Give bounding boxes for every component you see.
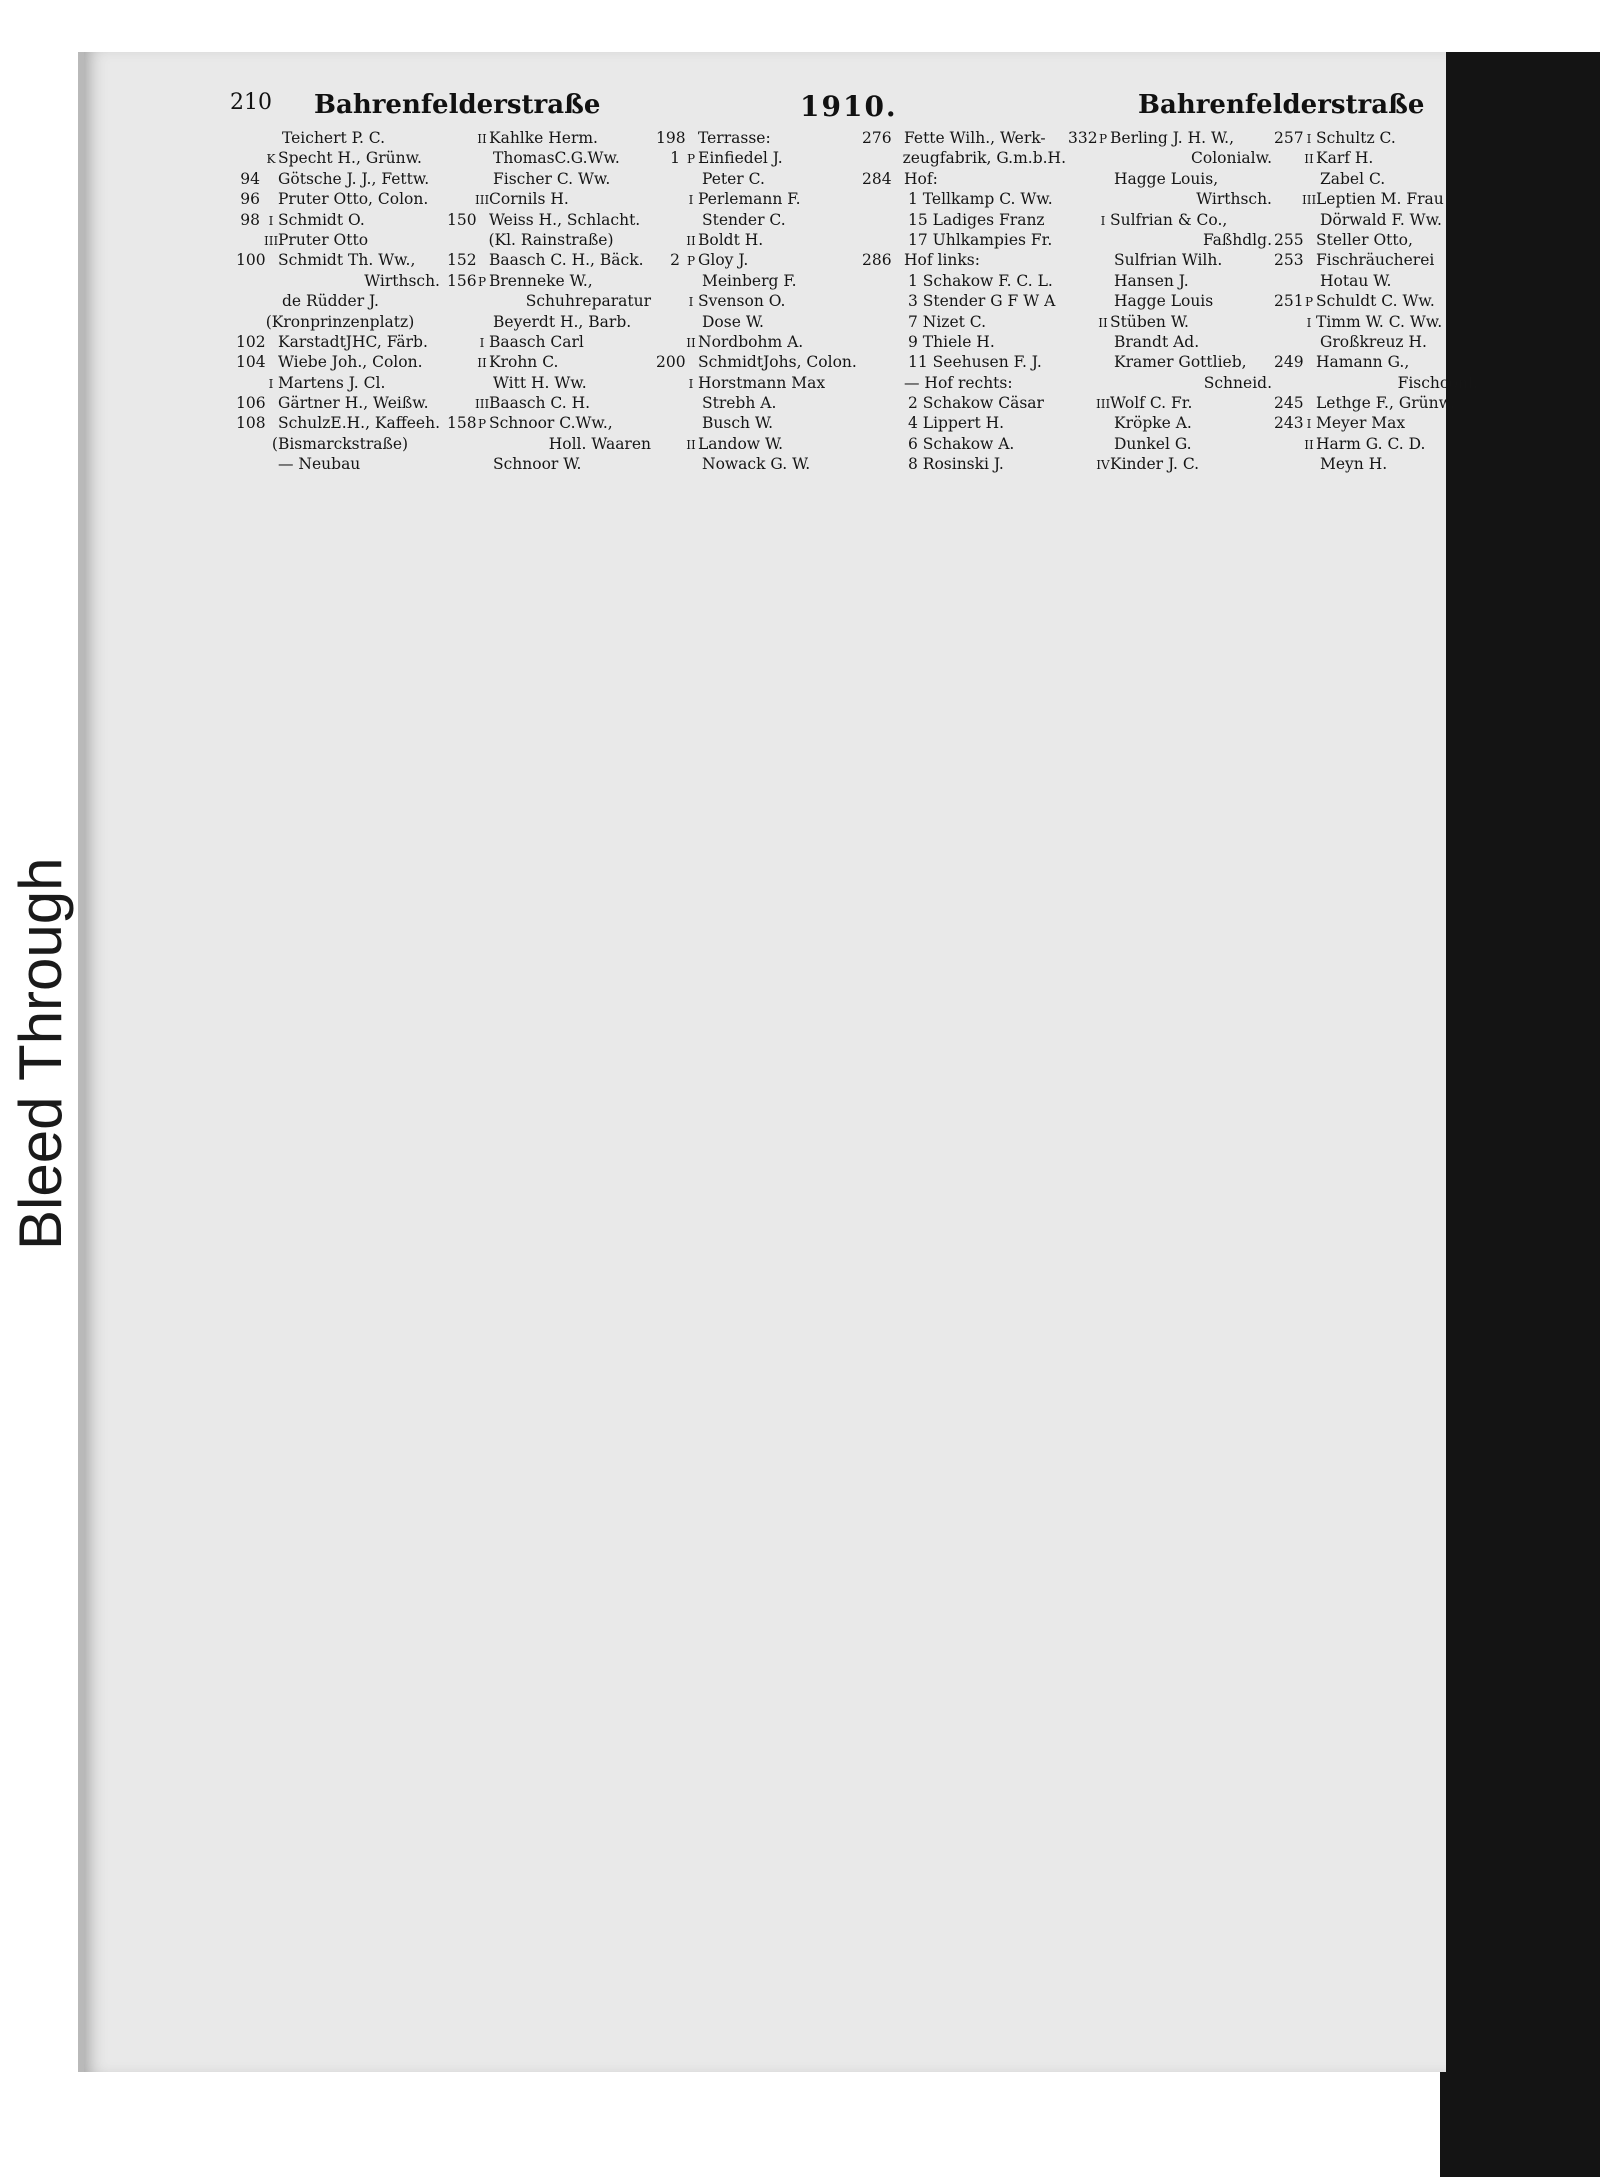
house-number: 249 xyxy=(1274,353,1304,372)
page-header xyxy=(230,90,1425,130)
entry-text: Pruter Otto xyxy=(278,230,369,249)
entry-text: Cornils H. xyxy=(489,190,569,209)
directory-entry xyxy=(862,312,1070,332)
directory-entry xyxy=(447,332,655,352)
directory-entry xyxy=(656,332,864,352)
floor-marker: I xyxy=(1306,417,1312,432)
entry-text: (Kl. Rainstraße) xyxy=(488,230,614,249)
entry-text: Lethge F., Grünw. xyxy=(1316,394,1455,413)
directory-entry xyxy=(447,434,655,454)
entry-text: 8 Rosinski J. xyxy=(908,455,1004,474)
directory-entry xyxy=(1274,373,1482,393)
directory-entry xyxy=(1068,148,1276,168)
house-number: 108 xyxy=(236,414,266,433)
entry-text: Sulfrian & Co., xyxy=(1110,210,1228,229)
floor-marker: P xyxy=(686,254,696,269)
entry-text: Dörwald F. Ww. xyxy=(1320,210,1442,229)
entry-text: — Hof rechts: xyxy=(904,373,1013,392)
entry-text: Wiebe Joh., Colon. xyxy=(278,353,423,372)
directory-entry xyxy=(236,210,444,230)
scan-margin xyxy=(0,0,78,2177)
directory-entry xyxy=(1274,169,1482,189)
directory-entry xyxy=(447,250,655,270)
directory-entry xyxy=(1068,454,1276,474)
entry-text: 4 Lippert H. xyxy=(908,414,1005,433)
entry-text: Landow W. xyxy=(698,434,784,453)
floor-marker: P xyxy=(1304,295,1314,310)
entry-text: Perlemann F. xyxy=(698,190,801,209)
entry-text: Colonialw. xyxy=(1191,149,1272,168)
directory-entry xyxy=(862,373,1070,393)
entry-text: Großkreuz H. xyxy=(1320,332,1427,351)
floor-marker: II xyxy=(686,437,696,452)
entry-text: (Bismarckstraße) xyxy=(271,434,409,453)
directory-entry xyxy=(656,271,864,291)
directory-entry xyxy=(862,271,1070,291)
directory-entry xyxy=(1274,189,1482,209)
entry-text: Wolf C. Fr. xyxy=(1110,394,1193,413)
directory-entry xyxy=(447,352,655,372)
entry-text: Karf H. xyxy=(1316,149,1374,168)
house-number: 106 xyxy=(236,394,266,413)
entry-text: Wirthsch. xyxy=(364,271,440,290)
directory-entry xyxy=(236,230,444,250)
directory-entry xyxy=(1274,352,1482,372)
entry-text: Dunkel G. xyxy=(1114,434,1192,453)
directory-entry xyxy=(1068,128,1276,148)
floor-marker: II xyxy=(1304,437,1314,452)
entry-text: Hansen J. xyxy=(1114,271,1189,290)
entry-text: Kramer Gottlieb, xyxy=(1114,353,1247,372)
house-number: 100 xyxy=(236,251,266,270)
house-number: 1 xyxy=(670,149,680,168)
entry-text: Nowack G. W. xyxy=(702,455,811,474)
directory-entry xyxy=(656,352,864,372)
directory-entry xyxy=(656,189,864,209)
entry-text: Harm G. C. D. xyxy=(1316,434,1426,453)
entry-text: 1 Schakow F. C. L. xyxy=(908,271,1053,290)
floor-marker: I xyxy=(479,335,485,350)
directory-column-3 xyxy=(656,128,864,475)
entry-text: de Rüdder J. xyxy=(282,292,379,311)
entry-text: ThomasC.G.Ww. xyxy=(493,149,620,168)
directory-entry xyxy=(1274,148,1482,168)
entry-text: Hamann G., xyxy=(1316,353,1410,372)
directory-entry xyxy=(862,189,1070,209)
entry-text: Berling J. H. W., xyxy=(1110,129,1235,147)
entry-text: Kinder J. C. xyxy=(1110,455,1200,474)
directory-entry xyxy=(656,169,864,189)
entry-text: 1 Tellkamp C. Ww. xyxy=(908,190,1053,209)
directory-entry xyxy=(447,373,655,393)
directory-entry xyxy=(1068,352,1276,372)
house-number: 257 xyxy=(1274,129,1304,147)
entry-text: Schnoor C.Ww., xyxy=(489,414,613,433)
directory-entry xyxy=(656,373,864,393)
floor-marker: I xyxy=(268,213,274,228)
house-number: 332 xyxy=(1068,129,1098,147)
entry-text: Schmidt O. xyxy=(278,210,365,229)
floor-marker: I xyxy=(1306,315,1312,330)
entry-text: 7 Nizet C. xyxy=(908,312,987,331)
house-number: 276 xyxy=(862,129,892,147)
entry-text: Kröpke A. xyxy=(1114,414,1192,433)
entry-text: 3 Stender G F W A xyxy=(908,292,1056,311)
entry-text: Weiss H., Schlacht. xyxy=(489,210,641,229)
house-number: 150 xyxy=(447,210,477,229)
directory-entry xyxy=(1068,373,1276,393)
house-number: 98 xyxy=(240,210,260,229)
directory-entry xyxy=(236,312,444,332)
entry-text: Fischconf. xyxy=(1397,373,1478,392)
house-number: 158 xyxy=(447,414,477,433)
entry-text: SchmidtJohs, Colon. xyxy=(698,353,857,372)
entry-text: 15 Ladiges Franz xyxy=(908,210,1045,229)
directory-entry xyxy=(656,128,864,148)
floor-marker: I xyxy=(688,376,694,391)
house-number: 200 xyxy=(656,353,686,372)
directory-entry xyxy=(236,128,444,148)
directory-entry xyxy=(656,312,864,332)
directory-column-1 xyxy=(236,128,444,475)
house-number: 286 xyxy=(862,251,892,270)
floor-marker: III xyxy=(1096,397,1111,412)
floor-marker: III xyxy=(475,397,490,412)
house-number: 245 xyxy=(1274,394,1304,413)
directory-entry xyxy=(447,393,655,413)
directory-entry xyxy=(236,373,444,393)
directory-entry xyxy=(236,189,444,209)
floor-marker: P xyxy=(477,417,487,432)
entry-text: Baasch C. H. xyxy=(489,394,591,413)
directory-entry xyxy=(447,230,655,250)
entry-text: Stender C. xyxy=(702,210,786,229)
directory-column-2 xyxy=(447,128,655,475)
directory-entry xyxy=(447,189,655,209)
floor-marker: I xyxy=(688,295,694,310)
directory-entry xyxy=(236,413,444,433)
directory-entry xyxy=(447,169,655,189)
directory-entry xyxy=(656,454,864,474)
entry-text: Einfiedel J. xyxy=(698,149,783,168)
house-number: 255 xyxy=(1274,230,1304,249)
directory-entry xyxy=(1068,332,1276,352)
directory-entry xyxy=(1274,128,1482,148)
entry-text: Steller Otto, xyxy=(1316,230,1413,249)
directory-entry xyxy=(862,352,1070,372)
entry-text: (Kronprinzenplatz) xyxy=(265,312,415,331)
directory-entry xyxy=(656,291,864,311)
entry-text: Busch W. xyxy=(702,414,774,433)
entry-text: Nordbohm A. xyxy=(698,332,804,351)
directory-entry xyxy=(1274,413,1482,433)
directory-entry xyxy=(1274,230,1482,250)
directory-entry xyxy=(1068,413,1276,433)
directory-entry xyxy=(1068,189,1276,209)
entry-text: KarstadtJHC, Färb. xyxy=(278,332,428,351)
floor-marker: I xyxy=(688,193,694,208)
entry-text: Faßhdlg. xyxy=(1202,230,1272,249)
entry-text: Fette Wilh., Werk- xyxy=(904,129,1046,147)
directory-entry xyxy=(1068,271,1276,291)
entry-text: Brandt Ad. xyxy=(1114,332,1200,351)
directory-entry xyxy=(1274,291,1482,311)
house-number: 104 xyxy=(236,353,266,372)
directory-entry xyxy=(1068,393,1276,413)
directory-entry xyxy=(1274,210,1482,230)
directory-entry xyxy=(656,210,864,230)
directory-entry xyxy=(862,434,1070,454)
directory-entry xyxy=(1274,271,1482,291)
directory-entry xyxy=(236,271,444,291)
entry-text: Schultz C. xyxy=(1316,129,1396,147)
directory-entry xyxy=(862,250,1070,270)
entry-text: Schneid. xyxy=(1203,373,1272,392)
entry-text: Fischer C. Ww. xyxy=(493,169,611,188)
directory-entry xyxy=(656,393,864,413)
directory-entry xyxy=(862,210,1070,230)
entry-text: Schnoor W. xyxy=(493,455,582,474)
directory-entry xyxy=(862,393,1070,413)
floor-marker: P xyxy=(686,152,696,167)
directory-entry xyxy=(656,230,864,250)
directory-entry xyxy=(447,413,655,433)
house-number: 243 xyxy=(1274,414,1304,433)
margin-label: Bleed Through xyxy=(7,857,74,1250)
entry-text: Baasch C. H., Bäck. xyxy=(489,251,644,270)
entry-text: Hof: xyxy=(904,169,938,188)
house-number: 96 xyxy=(240,190,260,209)
directory-entry xyxy=(862,291,1070,311)
street-title-right: Bahrenfelderstraße xyxy=(1138,90,1425,120)
floor-marker: IV xyxy=(1096,458,1110,473)
directory-entry xyxy=(1068,210,1276,230)
directory-entry xyxy=(447,291,655,311)
directory-column-4 xyxy=(862,128,1070,475)
entry-text: Baasch Carl xyxy=(489,332,584,351)
house-number: 2 xyxy=(670,251,680,270)
directory-entry xyxy=(447,128,655,148)
entry-text: Kahlke Herm. xyxy=(489,129,598,147)
directory-entry xyxy=(862,413,1070,433)
entry-text: Holl. Waaren xyxy=(548,434,651,453)
house-number: 253 xyxy=(1274,251,1304,270)
entry-text: SchulzE.H., Kaffeeh. xyxy=(278,414,441,433)
house-number: 152 xyxy=(447,251,477,270)
entry-text: Beyerdt H., Barb. xyxy=(493,312,632,331)
floor-marker: II xyxy=(686,233,696,248)
directory-entry xyxy=(1068,291,1276,311)
directory-entry xyxy=(1068,230,1276,250)
directory-entry xyxy=(656,434,864,454)
directory-entry xyxy=(447,312,655,332)
entry-text: — Neubau xyxy=(278,455,361,474)
entry-text: zeugfabrik, G.m.b.H. xyxy=(902,149,1066,168)
entry-text: Hof links: xyxy=(904,251,980,270)
floor-marker: III xyxy=(264,233,279,248)
entry-text: Specht H., Grünw. xyxy=(278,149,422,168)
street-title-left: Bahrenfelderstraße xyxy=(314,90,601,120)
directory-entry xyxy=(236,393,444,413)
directory-entry xyxy=(236,454,444,474)
house-number: 198 xyxy=(656,129,686,147)
floor-marker: II xyxy=(477,132,487,146)
floor-marker: I xyxy=(268,376,274,391)
entry-text: Krohn C. xyxy=(489,353,559,372)
entry-text: Martens J. Cl. xyxy=(278,373,386,392)
directory-entry xyxy=(1274,454,1482,474)
directory-entry xyxy=(656,148,864,168)
page-number: 210 xyxy=(230,90,272,115)
directory-entry xyxy=(236,148,444,168)
directory-entry xyxy=(236,352,444,372)
floor-marker: P xyxy=(1098,132,1108,146)
entry-text: Schuhreparatur xyxy=(525,292,651,311)
directory-entry xyxy=(862,332,1070,352)
directory-entry xyxy=(1274,434,1482,454)
entry-text: Sulfrian Wilh. xyxy=(1114,251,1223,270)
directory-entry xyxy=(862,148,1070,168)
entry-text: 6 Schakow A. xyxy=(908,434,1015,453)
entry-text: Svenson O. xyxy=(698,292,786,311)
directory-entry xyxy=(1068,250,1276,270)
entry-text: Brenneke W., xyxy=(489,271,593,290)
directory-entry xyxy=(656,250,864,270)
directory-entry xyxy=(447,210,655,230)
directory-column-5 xyxy=(1068,128,1276,475)
directory-entry xyxy=(862,128,1070,148)
directory-entry xyxy=(1274,312,1482,332)
entry-text: Wirthsch. xyxy=(1196,190,1272,209)
entry-text: Dose W. xyxy=(702,312,764,331)
directory-entry xyxy=(1068,434,1276,454)
directory-entry xyxy=(1274,393,1482,413)
house-number: 284 xyxy=(862,169,892,188)
floor-marker: II xyxy=(1098,315,1108,330)
house-number: 94 xyxy=(240,169,260,188)
entry-text: 2 Schakow Cäsar xyxy=(908,394,1044,413)
directory-entry xyxy=(1068,169,1276,189)
floor-marker: III xyxy=(1302,193,1317,208)
directory-entry xyxy=(447,271,655,291)
entry-text: Schuldt C. Ww. xyxy=(1316,292,1435,311)
floor-marker: K xyxy=(266,152,276,167)
entry-text: Pruter Otto, Colon. xyxy=(278,190,429,209)
entry-text: Timm W. C. Ww. xyxy=(1316,312,1443,331)
entry-text: Zabel C. xyxy=(1320,169,1386,188)
entry-text: 11 Seehusen F. J. xyxy=(908,353,1042,372)
floor-marker: I xyxy=(1306,132,1312,146)
entry-text: Götsche J. J., Fettw. xyxy=(278,169,430,188)
entry-text: Schmidt Th. Ww., xyxy=(278,251,416,270)
directory-column-6 xyxy=(1274,128,1482,475)
floor-marker: II xyxy=(686,335,696,350)
entry-text: Leptien M. Frau xyxy=(1316,190,1444,209)
entry-text: Hotau W. xyxy=(1320,271,1392,290)
directory-entry xyxy=(447,454,655,474)
entry-text: Meyn H. xyxy=(1320,455,1388,474)
directory-entry xyxy=(447,148,655,168)
entry-text: Horstmann Max xyxy=(698,373,826,392)
house-number: 251 xyxy=(1274,292,1304,311)
directory-entry xyxy=(656,413,864,433)
directory-entry xyxy=(236,332,444,352)
entry-text: Hagge Louis, xyxy=(1114,169,1219,188)
directory-entry xyxy=(236,434,444,454)
entry-text: Hagge Louis xyxy=(1114,292,1214,311)
floor-marker: I xyxy=(1100,213,1106,228)
floor-marker: P xyxy=(477,274,487,289)
house-number: 102 xyxy=(236,332,266,351)
entry-text: Gärtner H., Weißw. xyxy=(278,394,429,413)
entry-text: Teichert P. C. xyxy=(282,129,386,147)
entry-text: Boldt H. xyxy=(698,230,764,249)
directory-entry xyxy=(236,291,444,311)
entry-text: Gloy J. xyxy=(698,251,749,270)
house-number: 156 xyxy=(447,271,477,290)
entry-text: Terrasse: xyxy=(698,129,771,147)
directory-entry xyxy=(1274,250,1482,270)
entry-text: Peter C. xyxy=(702,169,765,188)
entry-text: 9 Thiele H. xyxy=(908,332,995,351)
directory-entry xyxy=(862,230,1070,250)
entry-text: Strebh A. xyxy=(702,394,777,413)
directory-entry xyxy=(862,169,1070,189)
entry-text: Meyer Max xyxy=(1316,414,1406,433)
entry-text: Stüben W. xyxy=(1110,312,1189,331)
entry-text: Fischräucherei xyxy=(1316,251,1435,270)
directory-entry xyxy=(1274,332,1482,352)
directory-entry xyxy=(236,250,444,270)
year-title: 1910. xyxy=(800,90,898,123)
directory-entry xyxy=(236,169,444,189)
entry-text: 17 Uhlkampies Fr. xyxy=(908,230,1053,249)
entry-text: Witt H. Ww. xyxy=(493,373,587,392)
entry-text: Meinberg F. xyxy=(702,271,797,290)
directory-entry xyxy=(1068,312,1276,332)
floor-marker: II xyxy=(477,356,487,371)
floor-marker: III xyxy=(475,193,490,208)
directory-entry xyxy=(862,454,1070,474)
floor-marker: II xyxy=(1304,152,1314,167)
